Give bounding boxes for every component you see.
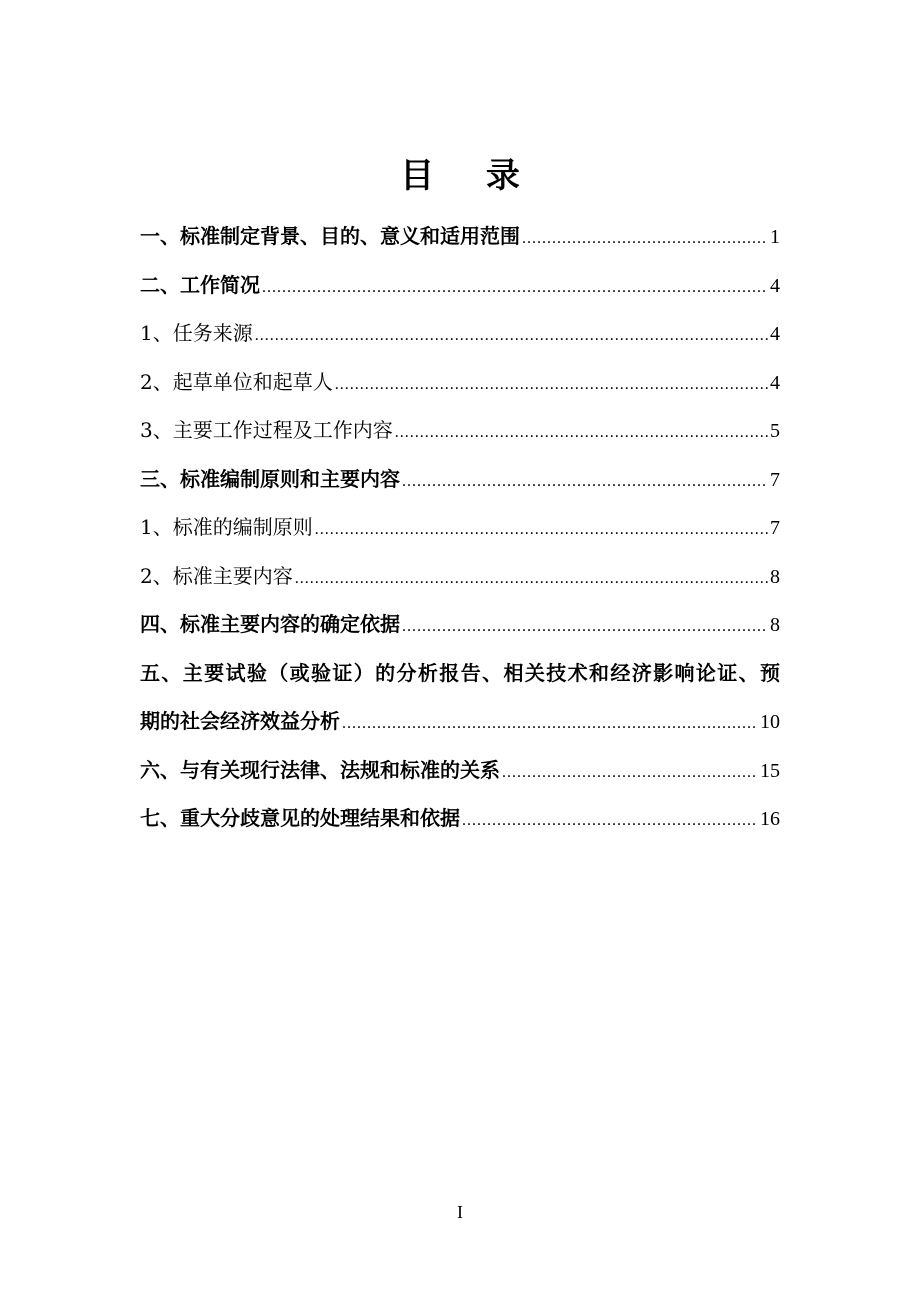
toc-leader-dots bbox=[402, 603, 768, 652]
toc-entry-title: 1、标准的编制原则 bbox=[140, 515, 313, 539]
toc-entry-page: 7 bbox=[770, 468, 780, 491]
toc-entry-page: 8 bbox=[770, 565, 780, 588]
toc-entry-title: 三、标准编制原则和主要内容 bbox=[140, 466, 400, 491]
toc-entry-title: 一、标准制定背景、目的、意义和适用范围 bbox=[140, 224, 520, 248]
table-of-contents bbox=[140, 212, 780, 843]
toc-entry-title-line1: 五、主要试验（或验证）的分析报告、相关技术和经济影响论证、预 bbox=[140, 660, 780, 685]
toc-entry[interactable] bbox=[140, 261, 780, 310]
toc-entry-title: 二、工作简况 bbox=[140, 272, 260, 297]
toc-entry-title: 3、主要工作过程及工作内容 bbox=[140, 418, 393, 442]
toc-entry-page: 8 bbox=[770, 614, 780, 636]
toc-entry[interactable] bbox=[140, 649, 780, 746]
toc-entry[interactable] bbox=[140, 406, 780, 455]
toc-entry-title: 六、与有关现行法律、法规和标准的关系 bbox=[140, 757, 500, 782]
toc-entry-page: 4 bbox=[770, 274, 780, 297]
toc-leader-dots bbox=[255, 312, 768, 361]
toc-entry-page: 7 bbox=[770, 517, 780, 539]
toc-entry-title: 七、重大分歧意见的处理结果和依据 bbox=[140, 806, 460, 830]
toc-entry[interactable] bbox=[140, 358, 780, 407]
toc-leader-dots bbox=[262, 264, 768, 313]
toc-entry-page: 5 bbox=[770, 420, 780, 442]
toc-leader-dots bbox=[502, 749, 758, 798]
toc-leader-dots bbox=[402, 458, 768, 507]
toc-leader-dots bbox=[342, 700, 758, 749]
toc-entry[interactable] bbox=[140, 212, 780, 261]
page-title: 目 录 bbox=[400, 156, 540, 196]
toc-entry-page: 15 bbox=[760, 759, 780, 782]
toc-entry-page: 4 bbox=[770, 371, 780, 394]
page-number: I bbox=[457, 1202, 463, 1222]
toc-leader-dots bbox=[522, 215, 768, 264]
toc-leader-dots bbox=[395, 409, 768, 458]
toc-entry[interactable] bbox=[140, 503, 780, 552]
toc-entry-title: 2、起草单位和起草人 bbox=[140, 369, 333, 394]
toc-entry-page: 1 bbox=[770, 226, 780, 248]
toc-entry-title: 1、任务来源 bbox=[140, 321, 253, 345]
toc-entry-page: 10 bbox=[760, 711, 780, 733]
toc-entry-title: 2、标准主要内容 bbox=[140, 563, 293, 588]
toc-entry-title: 期的社会经济效益分析 bbox=[140, 709, 340, 733]
toc-entry[interactable] bbox=[140, 600, 780, 649]
toc-leader-dots bbox=[295, 555, 768, 604]
toc-entry[interactable] bbox=[140, 794, 780, 843]
toc-leader-dots bbox=[315, 506, 768, 555]
toc-entry[interactable] bbox=[140, 455, 780, 504]
toc-leader-dots bbox=[335, 361, 768, 410]
toc-entry-title: 四、标准主要内容的确定依据 bbox=[140, 612, 400, 636]
toc-leader-dots bbox=[462, 797, 758, 846]
toc-entry[interactable] bbox=[140, 746, 780, 795]
toc-entry-page: 16 bbox=[760, 808, 780, 830]
toc-entry[interactable] bbox=[140, 309, 780, 358]
toc-entry-page: 4 bbox=[770, 323, 780, 345]
toc-entry[interactable] bbox=[140, 552, 780, 601]
